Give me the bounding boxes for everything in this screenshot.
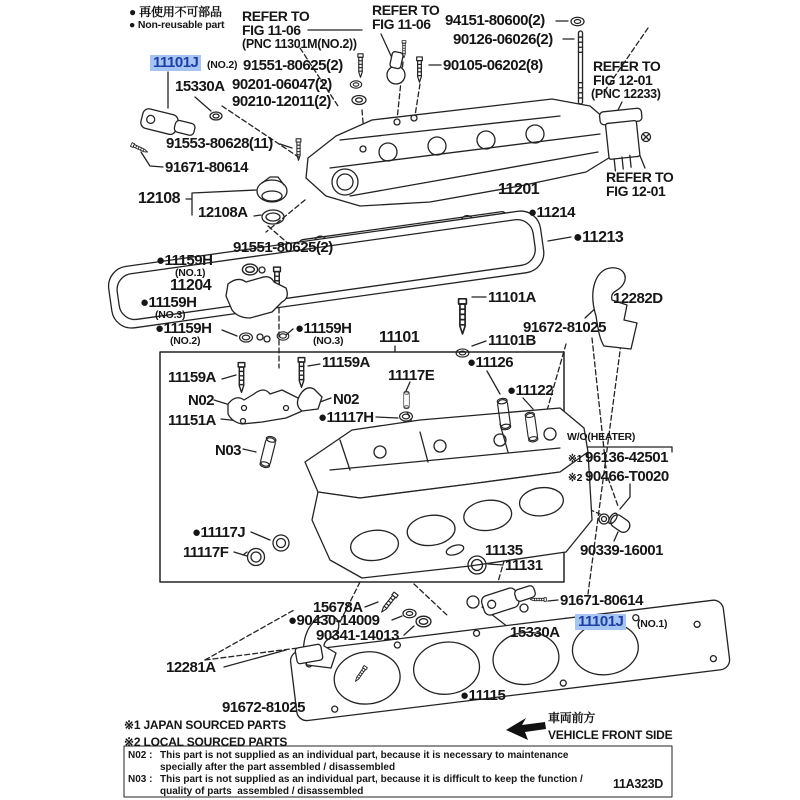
vehicle-front-jp: 車両前方 xyxy=(548,711,596,725)
part-11214[interactable]: ●11214 xyxy=(528,204,575,221)
part-n02-mid: N02 xyxy=(333,391,360,408)
part-11159h-no3a-suffix: (NO.3) xyxy=(155,309,186,321)
refer-fig-12-01-a-line2[interactable]: FIG 12-01 xyxy=(593,72,653,88)
part-12281a[interactable]: 12281A xyxy=(166,659,216,676)
note-local-sourced: ※2 LOCAL SOURCED PARTS xyxy=(124,735,288,749)
part-90341-14013[interactable]: 90341-14013 xyxy=(316,627,399,644)
note-n02-head: N02 : xyxy=(128,750,153,761)
part-11151a[interactable]: 11151A xyxy=(168,412,216,429)
part-11159h-no2-suffix: (NO.2) xyxy=(170,335,201,347)
part-91672-81025-bottom[interactable]: 91672-81025 xyxy=(222,699,305,716)
part-11101[interactable]: 11101 xyxy=(379,329,420,346)
part-90126-06026[interactable]: 90126-06026(2) xyxy=(453,31,553,48)
part-15678a[interactable]: 15678A xyxy=(313,599,363,616)
part-n03: N03 xyxy=(215,442,242,459)
part-91551-80625-b[interactable]: 91551-80625(2) xyxy=(233,239,333,256)
part-11204[interactable]: 11204 xyxy=(170,277,212,294)
refer-fig-12-01-a-pnc: (PNC 12233) xyxy=(591,87,661,101)
refer-fig-11-06-b-line1[interactable]: REFER TO xyxy=(372,2,440,18)
part-11131[interactable]: 11131 xyxy=(505,557,543,574)
part-11101j-no1-suffix: (NO.1) xyxy=(637,618,668,630)
part-12108a[interactable]: 12108A xyxy=(198,204,248,221)
part-11159h-no3b[interactable]: ●11159H xyxy=(295,320,352,337)
part-90430-14009[interactable]: ●90430-14009 xyxy=(288,612,380,629)
note-japan-sourced: ※1 JAPAN SOURCED PARTS xyxy=(124,718,286,732)
refer-fig-12-01-b-line1[interactable]: REFER TO xyxy=(606,169,674,185)
part-91671-80614-top[interactable]: 91671-80614 xyxy=(165,159,248,176)
part-90201-06047[interactable]: 90201-06047(2) xyxy=(232,76,332,93)
part-11117e[interactable]: 11117E xyxy=(388,367,435,384)
part-11159a-left[interactable]: 11159A xyxy=(168,369,216,386)
part-11213[interactable]: ●11213 xyxy=(573,229,624,246)
part-11101b[interactable]: 11101B xyxy=(488,332,536,349)
part-15330a-top[interactable]: 15330A xyxy=(175,78,225,95)
figure-code: 11A323D xyxy=(613,777,664,791)
part-11159h-no2[interactable]: ●11159H xyxy=(155,320,212,337)
refer-fig-12-01-a-line1[interactable]: REFER TO xyxy=(593,58,661,74)
part-11135[interactable]: 11135 xyxy=(485,542,523,559)
part-n02-left: N02 xyxy=(188,392,215,409)
part-91551-80625-a[interactable]: 91551-80625(2) xyxy=(243,57,343,74)
part-11117j[interactable]: ●11117J xyxy=(192,524,246,541)
part-90339-16001[interactable]: 90339-16001 xyxy=(580,542,663,559)
part-11159h-no3a[interactable]: ●11159H xyxy=(140,294,197,311)
part-11117f[interactable]: 11117F xyxy=(183,544,229,561)
part-91671-80614-bottom[interactable]: 91671-80614 xyxy=(560,592,643,609)
part-11126[interactable]: ●11126 xyxy=(467,354,514,371)
part-11101a[interactable]: 11101A xyxy=(488,289,536,306)
part-96136-42501[interactable]: 96136-42501 xyxy=(585,449,668,466)
refer-fig-11-06-b-line2[interactable]: FIG 11-06 xyxy=(372,16,431,32)
part-11117h[interactable]: ●11117H xyxy=(318,409,374,426)
note-n03-line2: quality of parts assembled / disassembled xyxy=(160,786,364,797)
part-11159h-no1-suffix: (NO.1) xyxy=(175,267,206,279)
part-11101j-no1-highlighted[interactable]: 11101J xyxy=(575,614,626,630)
part-11159h-no3b-suffix: (NO.3) xyxy=(313,335,344,347)
legend-non-reusable-jp: ● 再使用不可部品 xyxy=(129,5,222,19)
part-11101j-no2-suffix: (NO.2) xyxy=(207,59,238,71)
part-15330a-bottom[interactable]: 15330A xyxy=(510,624,560,641)
part-90105-06202[interactable]: 90105-06202(8) xyxy=(443,57,543,74)
part-94151-80600[interactable]: 94151-80600(2) xyxy=(445,12,545,29)
refer-fig-12-01-b-line2[interactable]: FIG 12-01 xyxy=(606,183,666,199)
legend-non-reusable-en: ● Non-reusable part xyxy=(129,19,225,31)
part-11159a-mid[interactable]: 11159A xyxy=(322,354,370,371)
part-11101j-no2-highlighted[interactable]: 11101J xyxy=(150,55,201,71)
wo-heater-caption: W/O(HEATER) xyxy=(567,431,636,443)
refer-fig-11-06-a-line2[interactable]: FIG 11-06 xyxy=(242,22,301,38)
part-11115[interactable]: ●11115 xyxy=(460,687,506,704)
refer-fig-11-06-a-pnc: (PNC 11301M(NO.2)) xyxy=(242,37,357,51)
refer-fig-11-06-a-line1[interactable]: REFER TO xyxy=(242,8,310,24)
part-11201[interactable]: 11201 xyxy=(498,181,540,198)
vehicle-front-en: VEHICLE FRONT SIDE xyxy=(548,728,673,742)
part-90466-prefix: ※2 xyxy=(568,472,583,484)
note-n02-line1: This part is not supplied as an individual part, because it is necessary to maintenance xyxy=(160,750,569,761)
part-90466-t0020[interactable]: 90466-T0020 xyxy=(585,468,669,485)
part-91672-81025-top[interactable]: 91672-81025 xyxy=(523,319,606,336)
note-n03-line1: This part is not supplied as an individual part, because it is difficult to keep the function / xyxy=(160,774,583,785)
part-96136-prefix: ※1 xyxy=(568,453,583,465)
part-12282d[interactable]: 12282D xyxy=(613,290,663,307)
part-91553-80628[interactable]: 91553-80628(11) xyxy=(166,135,273,152)
note-n03-head: N03 : xyxy=(128,774,153,785)
part-11122[interactable]: ●11122 xyxy=(507,382,554,399)
part-90210-12011[interactable]: 90210-12011(2) xyxy=(232,93,331,110)
part-12108[interactable]: 12108 xyxy=(138,190,180,207)
part-11159h-no1[interactable]: ●11159H xyxy=(156,252,213,269)
note-n02-line2: specially after the part assembled / disassembled xyxy=(160,762,396,773)
